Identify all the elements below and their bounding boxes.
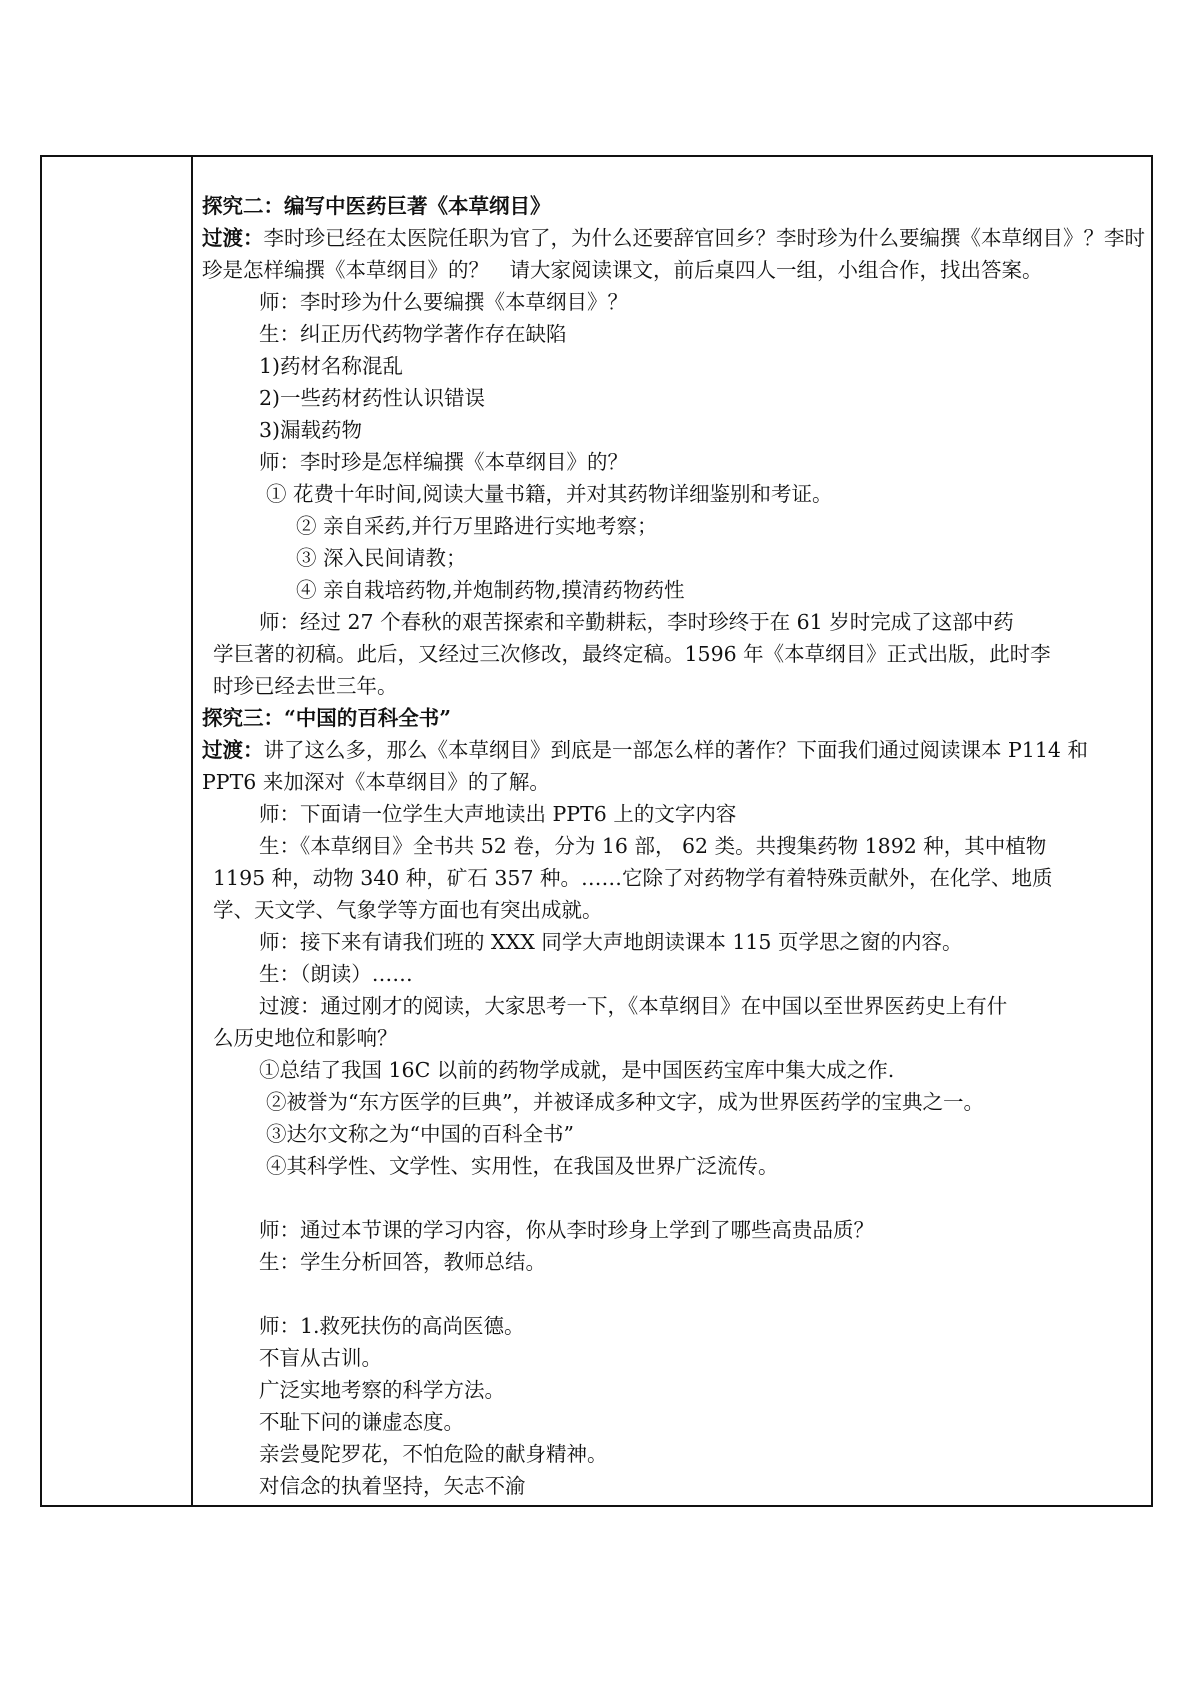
- transition-paragraph: [202, 734, 1147, 798]
- teacher-summary: 师：经过 27 个春秋的艰苦探索和辛勤耕耘，李时珍终于在 61 岁时完成了这部中药: [259, 610, 1014, 634]
- section-heading: 探究二：编写中医药巨著《本草纲目》: [202, 194, 551, 218]
- list-item: ④ 亲自栽培药物,并炮制药物,摸清药物药性: [296, 578, 685, 602]
- quality-item: 对信念的执着坚持，矢志不渝: [259, 1474, 526, 1498]
- column-divider: [191, 155, 193, 1507]
- quality-item: 不盲从古训。: [259, 1346, 382, 1370]
- transition-label: 过渡：: [202, 226, 264, 250]
- teacher-line: 师：下面请一位学生大声地读出 PPT6 上的文字内容: [259, 802, 737, 826]
- transition-line-cont: 么历史地位和影响？: [213, 1026, 398, 1050]
- transition-text: 讲了这么多，那么《本草纲目》到底是一部怎么样的著作？下面我们通过阅读课本 P114 和 PPT6 来加深对《本草纲目》的了解。: [202, 738, 1088, 794]
- list-item: ①总结了我国 16C 以前的药物学成就，是中国医药宝库中集大成之作.: [259, 1058, 895, 1082]
- spacer: [202, 1278, 1147, 1310]
- teacher-summary-cont: 时珍已经去世三年。: [213, 674, 398, 698]
- quality-item: 亲尝曼陀罗花，不怕危险的献身精神。: [259, 1442, 608, 1466]
- teacher-line: 师：通过本节课的学习内容，你从李时珍身上学到了哪些高贵品质？: [259, 1218, 874, 1242]
- student-line: 生：《本草纲目》全书共 52 卷，分为 16 部， 62 类。共搜集药物 1892 种，其中植物: [259, 834, 1047, 858]
- list-item: 2)一些药材药性认识错误: [259, 386, 486, 410]
- list-item: ④其科学性、文学性、实用性，在我国及世界广泛流传。: [266, 1154, 779, 1178]
- list-item: 3)漏载药物: [259, 418, 363, 442]
- transition-line: 过渡：通过刚才的阅读，大家思考一下，《本草纲目》在中国以至世界医药史上有什: [259, 994, 1008, 1018]
- teacher-question: 师：李时珍是怎样编撰《本草纲目》的？: [259, 450, 628, 474]
- student-line: 生：（朗读）……: [259, 962, 413, 986]
- teacher-summary-cont: 学巨著的初稿。此后，又经过三次修改，最终定稿。1596 年《本草纲目》正式出版，此时李: [213, 642, 1051, 666]
- teacher-line: 师：接下来有请我们班的 XXX 同学大声地朗读课本 115 页学思之窗的内容。: [259, 930, 963, 954]
- teacher-question: 师：李时珍为什么要编撰《本草纲目》？: [259, 290, 628, 314]
- student-answer: 生：纠正历代药物学著作存在缺陷: [259, 322, 567, 346]
- list-item: ③ 深入民间请教；: [296, 546, 467, 570]
- student-line: 生：学生分析回答，教师总结。: [259, 1250, 546, 1274]
- student-line-cont: 1195 种，动物 340 种，矿石 357 种。……它除了对药物学有着特殊贡献外，在化学、地质: [213, 866, 1053, 890]
- list-item: ② 亲自采药,并行万里路进行实地考察；: [296, 514, 658, 538]
- list-item: ③达尔文称之为“中国的百科全书”: [266, 1122, 574, 1146]
- list-item: 1)药材名称混乱: [259, 354, 404, 378]
- teacher-line: 师：1.救死扶伤的高尚医德。: [259, 1314, 525, 1338]
- student-line-cont: 学、天文学、气象学等方面也有突出成就。: [213, 898, 603, 922]
- list-item: ②被誉为“东方医学的巨典”，并被译成多种文字，成为世界医药学的宝典之一。: [266, 1090, 984, 1114]
- section-heading: 探究三：“中国的百科全书”: [202, 706, 452, 730]
- transition-label: 过渡：: [202, 738, 264, 762]
- spacer: [202, 1182, 1147, 1214]
- quality-item: 广泛实地考察的科学方法。: [259, 1378, 505, 1402]
- lesson-content: [202, 190, 1147, 1502]
- transition-paragraph: [202, 222, 1147, 286]
- quality-item: 不耻下问的谦虚态度。: [259, 1410, 464, 1434]
- list-item: ① 花费十年时间,阅读大量书籍，并对其药物详细鉴别和考证。: [266, 482, 833, 506]
- transition-text: 李时珍已经在太医院任职为官了，为什么还要辞官回乡？李时珍为什么要编撰《本草纲目》？李时珍是怎样编撰《本草纲目》的？ 请大家阅读课文，前后桌四人一组，小组合作，找出答案。: [202, 226, 1145, 282]
